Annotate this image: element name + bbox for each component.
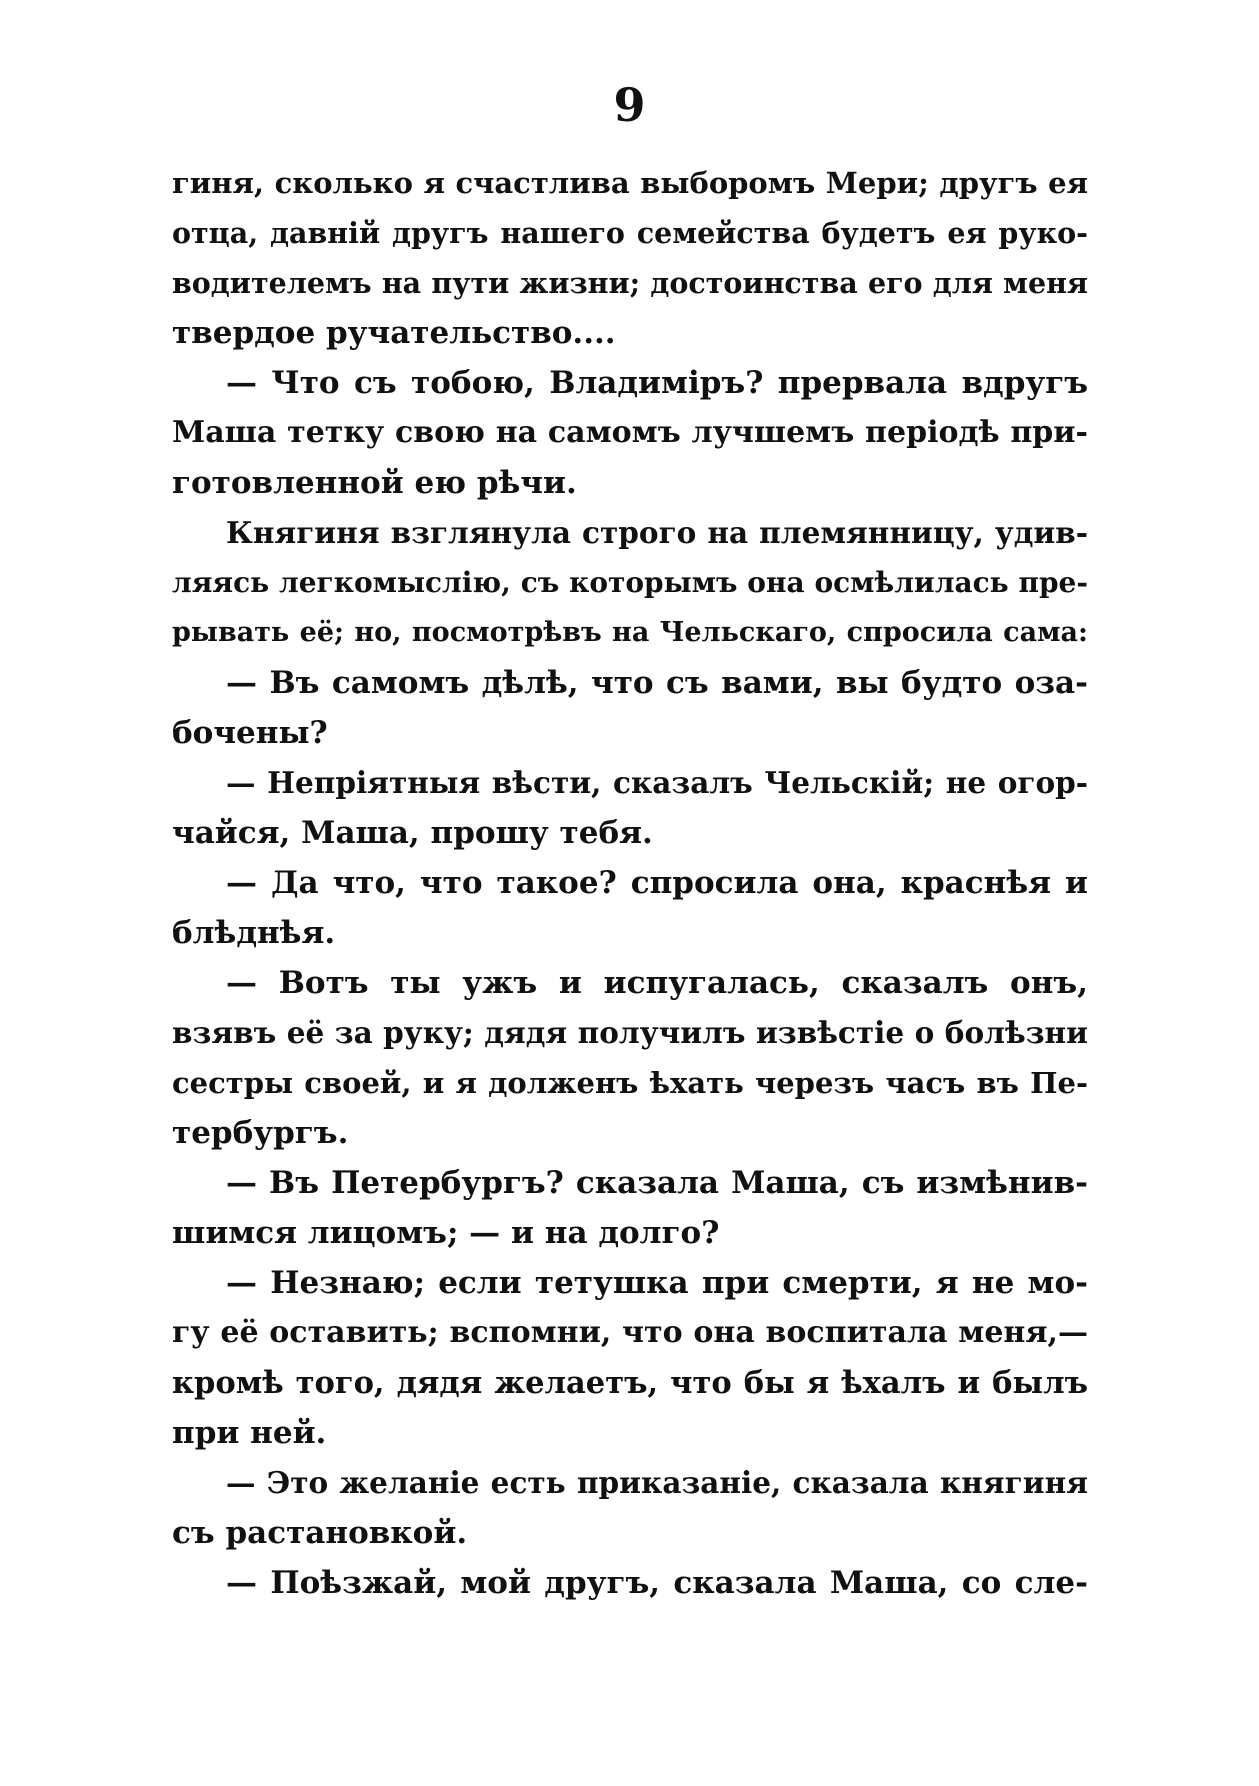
text-line: сестры своей, и я долженъ ѣхать черезъ часъ въ Пе- [172,1066,1088,1100]
text-line: твердое ручательство.... [172,315,616,351]
text-line: чайся, Маша, прошу тебя. [172,815,653,851]
text-line: водителемъ на пути жизни; достоинства его для меня [172,266,1088,300]
text-line: рывать её; но, посмотрѣвъ на Чельскаго, спросила сама: [172,617,1088,648]
text-line: гиня, сколько я счастлива выборомъ Мери; другъ ея [172,166,1088,200]
text-line: гу её оставить; вспомни, что она воспитала меня,— [172,1315,1088,1350]
text-line: Маша тетку свою на самомъ лучшемъ періодѣ при- [172,415,1088,450]
text-line: — Да что, что такое? спросила она, краснѣя и [226,865,1088,901]
text-line: бочены? [172,715,328,751]
text-line: — Въ Петербургъ? сказала Маша, съ измѣнив- [226,1165,1088,1201]
text-line: готовленной ею рѣчи. [172,465,577,501]
text-line: — Поѣзжай, мой другъ, сказала Маша, со сле- [226,1565,1088,1601]
page-number: 9 [613,78,646,132]
text-line: — Что съ тобою, Владиміръ? прервала вдругъ [226,365,1088,401]
page-text [172,158,1088,1608]
text-line: — Непріятныя вѣсти, сказалъ Чельскій; не огор- [226,765,1088,800]
text-line: тербургъ. [172,1115,349,1151]
text-line: взявъ её за руку; дядя получилъ извѣстіе о болѣзни [172,1015,1088,1050]
text-line: — Въ самомъ дѣлѣ, что съ вами, вы будто оза- [226,665,1088,701]
text-line: кромѣ того, дядя желаетъ, что бы я ѣхалъ и былъ [172,1365,1088,1401]
text-line: шимся лицомъ; — и на долго? [172,1215,720,1251]
text-line: ляясь легкомыслію, съ которымъ она осмѣлилась пре- [172,566,1088,599]
text-line: — Вотъ ты ужъ и испугалась, сказалъ онъ, [226,965,1088,1001]
text-line: съ растановкой. [172,1515,468,1551]
text-line: — Это желаніе есть приказаніе, сказала княгиня [226,1465,1088,1500]
text-line: — Незнаю; если тетушка при смерти, я не мо- [226,1265,1088,1301]
text-line: отца, давній другъ нашего семейства будетъ ея руко- [172,216,1088,250]
text-line: при ней. [172,1415,327,1451]
text-line: Княгиня взглянула строго на племянницу, удив- [226,515,1088,550]
text-line: блѣднѣя. [172,915,336,951]
